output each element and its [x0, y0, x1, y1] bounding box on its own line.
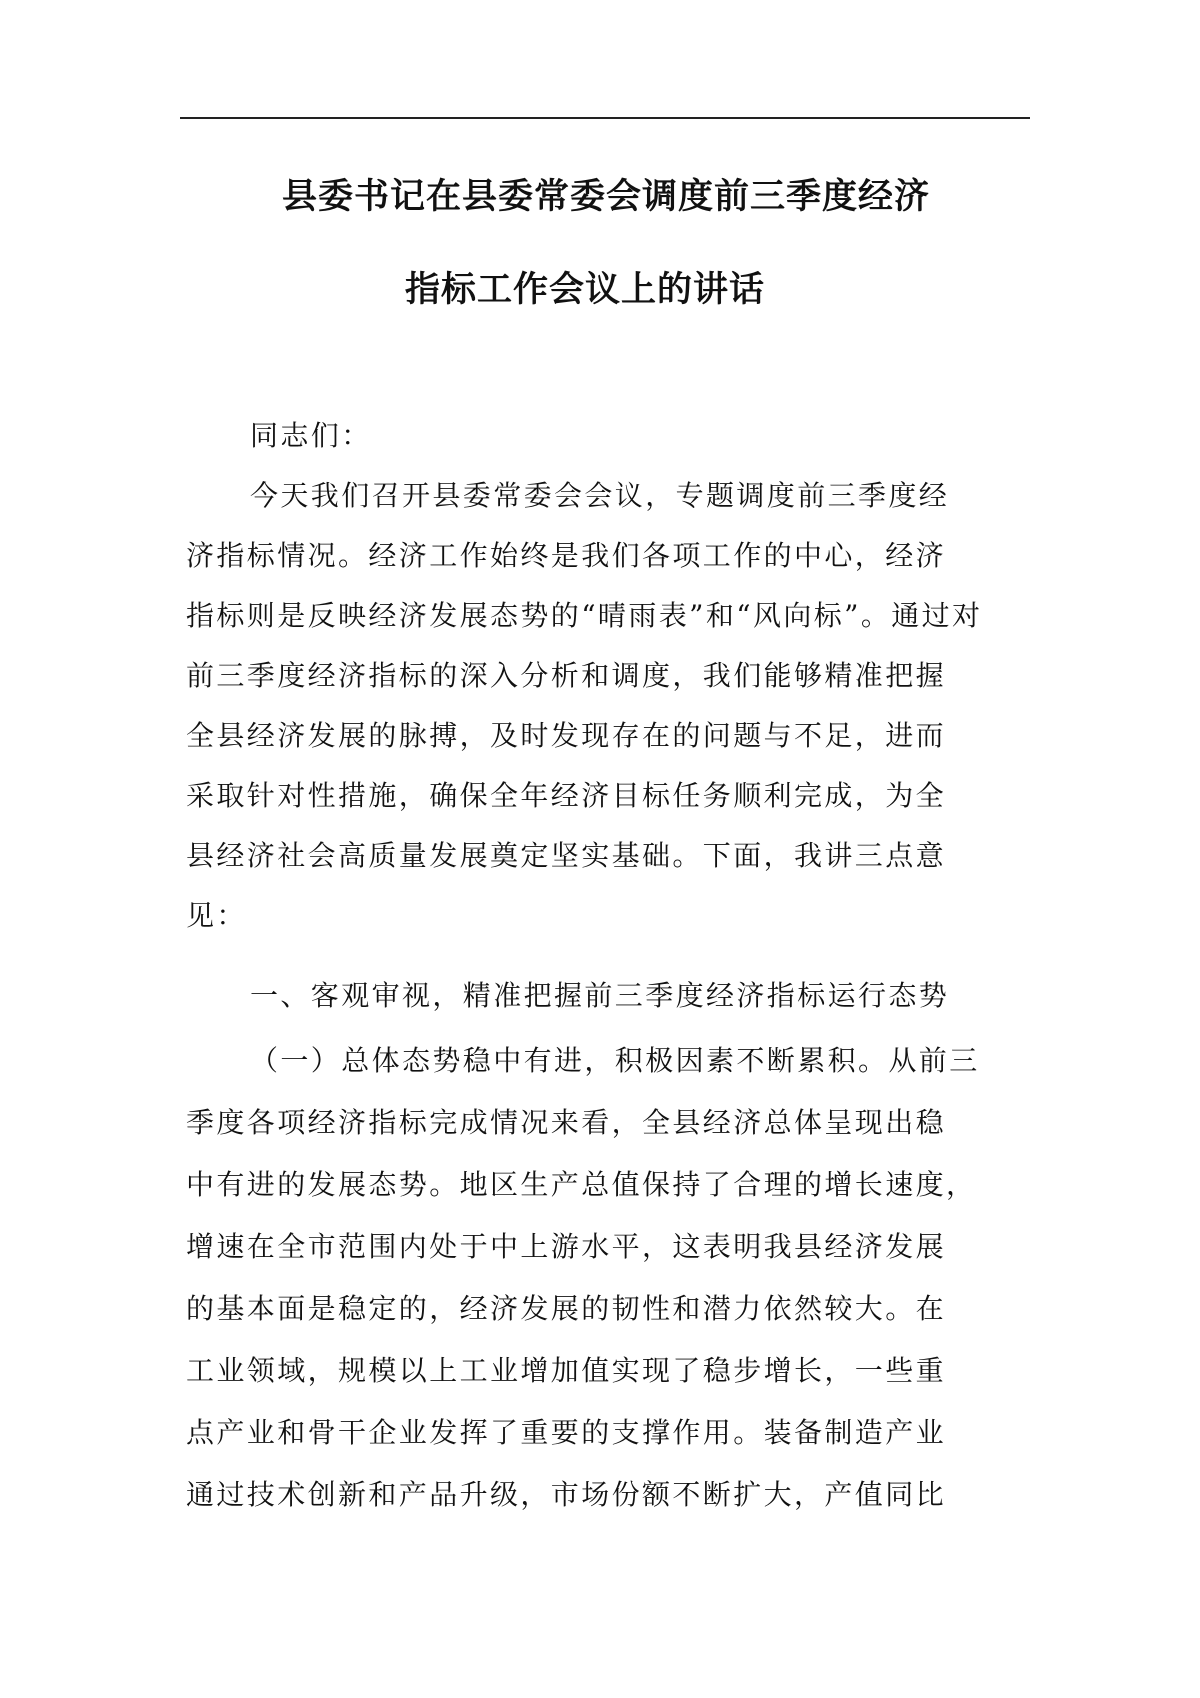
document-page: 县委书记在县委常委会调度前三季度经济 指标工作会议上的讲话 同志们： 今天我们召开县委常委会会议，专题调度前三季度经 济指标情况。经济工作始终是我们各项工作的中心，经济 指标则是反映经济发展态势的“晴雨表”和“风向标”。通过对 前三季度经济指标的深入分析和调度，我们能够精准把握 全县经济发展的脉搏，及时发现存在的问题与不足，进而 采取针对性措施，确保全年经济目标任务顺利完成，为全 县经济社会高质量发展奠定坚实基础。下面，我讲三点意 见： 一、客观审视，精准把握前三季度经济指标运行态势 （一）总体态势稳中有进，积极因素不断累积。从前三 季度各项经济指标完成情况来看，全县经济总体呈现出稳 中有进的发展态势。地区生产总值保持了合理的增长速度， 增速在全市范围内处于中上游水平，这表明我县经济发展 的基本面是稳定的，经济发展的韧性和潜力依然较大。在 工业领域，规模以上工业增加值实现了稳步增长，一些重 点产业和骨干企业发挥了重要的支撑作用。装备制造产业 通过技术创新和产品升级，市场份额不断扩大，产值同比	[0, 0, 1200, 1698]
paragraph-line: 县经济社会高质量发展奠定坚实基础。下面，我讲三点意	[186, 839, 947, 872]
salutation: 同志们：	[250, 419, 372, 452]
subsection-line: 中有进的发展态势。地区生产总值保持了合理的增长速度，	[186, 1168, 977, 1201]
paragraph-line: 指标则是反映经济发展态势的“晴雨表”和“风向标”。通过对	[186, 599, 983, 632]
subsection-line: 通过技术创新和产品升级，市场份额不断扩大，产值同比	[186, 1478, 947, 1511]
header-rule	[180, 117, 1030, 119]
subsection-line: 的基本面是稳定的，经济发展的韧性和潜力依然较大。在	[186, 1292, 947, 1325]
paragraph-line: 济指标情况。经济工作始终是我们各项工作的中心，经济	[186, 539, 947, 572]
subsection-line: （一）总体态势稳中有进，积极因素不断累积。从前三	[250, 1044, 980, 1077]
subsection-line: 工业领域，规模以上工业增加值实现了稳步增长，一些重	[186, 1354, 947, 1387]
paragraph-line: 见：	[186, 899, 247, 932]
paragraph-line: 采取针对性措施，确保全年经济目标任务顺利完成，为全	[186, 779, 947, 812]
subsection-line: 增速在全市范围内处于中上游水平，这表明我县经济发展	[186, 1230, 947, 1263]
subsection-line: 季度各项经济指标完成情况来看，全县经济总体呈现出稳	[186, 1106, 947, 1139]
paragraph-line: 今天我们召开县委常委会会议，专题调度前三季度经	[250, 479, 950, 512]
paragraph-line: 前三季度经济指标的深入分析和调度，我们能够精准把握	[186, 659, 947, 692]
subsection-line: 点产业和骨干企业发挥了重要的支撑作用。装备制造产业	[186, 1416, 947, 1449]
section-heading: 一、客观审视，精准把握前三季度经济指标运行态势	[250, 979, 950, 1012]
paragraph-line: 全县经济发展的脉搏，及时发现存在的问题与不足，进而	[186, 719, 947, 752]
